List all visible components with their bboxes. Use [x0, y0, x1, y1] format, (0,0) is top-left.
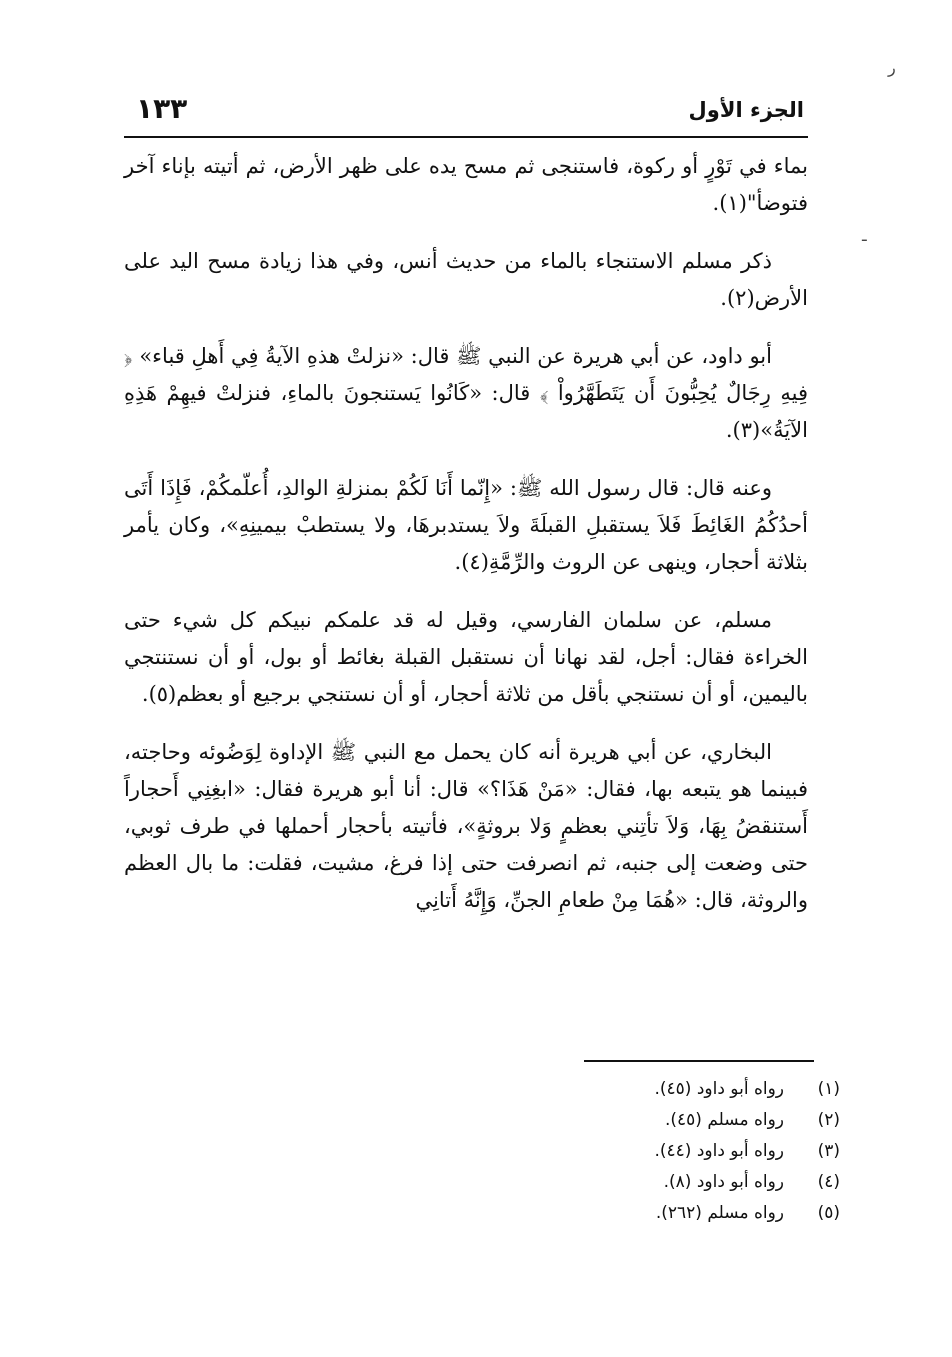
main-text: [124, 148, 808, 940]
footnote-divider: [584, 1060, 814, 1062]
chapter-title: الجزء الأول: [688, 98, 804, 122]
paragraph: أبو داود، عن أبي هريرة عن النبي ﷺ قال: «نزلتْ هذهِ الآيةُ فِي أَهلِ قباء» ﴿ فِيهِ رِجَالٌ يُحِبُّونَ أَن يَتَطَهَّرُواْ ﴾ قال: «كَانُوا يَستنجونَ بالماءِ، فنزلتْ فيهِمْ هَذِهِ الآيَةُ»(٣).: [124, 344, 808, 442]
page-number: ١٣٣: [136, 92, 188, 125]
footnote-number: (١): [817, 1079, 840, 1099]
footnote-text: رواه أبو داود (٤٤).: [654, 1141, 784, 1161]
footnote-number: (٢): [817, 1110, 840, 1130]
footnote-item: [340, 1136, 840, 1167]
paragraph: ذكر مسلم الاستنجاء بالماء من حديث أنس، وفي هذا زيادة مسح اليد على الأرض(٢).: [124, 249, 808, 310]
footnote-text: رواه أبو داود (٤٥).: [654, 1079, 784, 1099]
paragraph: مسلم، عن سلمان الفارسي، وقيل له قد علمكم نبيكم كل شيء حتى الخراءة فقال: أجل، لقد نهانا أن نستقبل القبلة بغائط أو بول، أو أن نستنتجي باليمين، أو أن نستنجي بأقل من ثلاثة أحجار، أو أن نستنجي برجيع أو بعظم(٥).: [124, 608, 808, 706]
footnote-number: (٣): [817, 1141, 840, 1161]
footnote-item: [340, 1105, 840, 1136]
scan-mark: ر: [888, 58, 896, 77]
footnotes: [340, 1074, 840, 1229]
footnote-item: [340, 1074, 840, 1105]
footnote-text: رواه مسلم (٤٥).: [664, 1110, 784, 1130]
footnote-item: [340, 1167, 840, 1198]
paragraph: بماء في تَوْرٍ أو ركوة، فاستنجى ثم مسح يده على ظهر الأرض، ثم أتيته بإناء آخر فتوضأ"(١).: [124, 154, 808, 215]
footnote-text: رواه مسلم (٢٦٢).: [655, 1203, 784, 1223]
paragraph: البخاري، عن أبي هريرة أنه كان يحمل مع النبي ﷺ الإداوة لِوَضُوئه وحاجته، فبينما هو يتبعه بها، فقال: «مَنْ هَذَا؟» قال: أنا أبو هريرة فقال: «ابغِنِي أَحجاراً أَستنقضُ بِهَا، وَلاَ تأتِني بعظمٍ وَلا بروثةٍ»، فأتيته بأحجار أحملها في طرف ثوبي، حتى وضعت إلى جنبه، ثم انصرفت حتى إذا فرغ، مشيت، فقلت: ما بال العظم والروثة، قال: «هُمَا مِنْ طعامِ الجنِّ، وَإِنَّهُ أَتانِي: [124, 740, 808, 912]
page-header: [124, 92, 804, 132]
scan-mark: ـ: [862, 226, 867, 245]
header-divider: [124, 136, 808, 138]
footnote-number: (٤): [817, 1172, 840, 1192]
footnote-item: [340, 1198, 840, 1229]
footnote-text: رواه أبو داود (٨).: [663, 1172, 784, 1192]
paragraph: وعنه قال: قال رسول الله ﷺ: «إِنّما أَنَا لَكُمْ بمنزلةِ الوالدِ، أُعلّمكُمْ، فَإِذَا أَتَى أحدُكُمُ الغَائِطَ فَلاَ يستقبلِ القبلَةَ ولاَ يستدبرهَا، ولا يستطبْ بيمينِهِ»، وكان يأمر بثلاثة أحجار، وينهى عن الروث والرِّمَّةِ(٤).: [124, 476, 808, 574]
footnote-number: (٥): [817, 1203, 840, 1223]
